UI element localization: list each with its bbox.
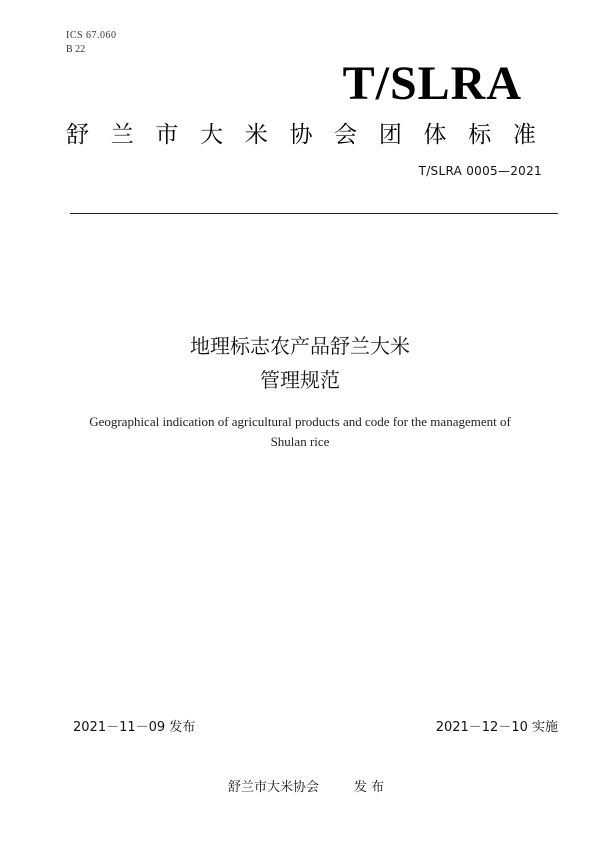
org-title-char: 兰 — [110, 122, 134, 148]
issuing-organization: 舒兰市大米协会 — [228, 780, 320, 795]
ics-code: ICS 67.060 — [66, 30, 117, 41]
organization-standard-title — [66, 116, 536, 149]
english-title-line-2: Shulan rice — [270, 434, 330, 449]
org-title-char: 市 — [155, 122, 179, 148]
org-title-char: 团 — [378, 122, 402, 148]
ccs-code: B 22 — [66, 44, 86, 55]
chinese-title-line-1: 地理标志农产品舒兰大米 — [190, 334, 410, 358]
org-title-char: 舒 — [66, 122, 89, 148]
chinese-title-line-2: 管理规范 — [260, 368, 340, 392]
implementation-date: 2021－12－10 实施 — [435, 720, 558, 735]
english-title-line-1: Geographical indication of agricultural products and code for the management of — [89, 414, 511, 429]
org-title-char: 协 — [289, 122, 313, 148]
header-divider — [70, 213, 558, 214]
issue-label: 发 布 — [354, 780, 385, 795]
org-title-char: 准 — [512, 122, 536, 148]
org-title-char: 米 — [244, 122, 268, 148]
org-title-char: 标 — [468, 122, 492, 148]
publish-date: 2021－11－09 发布 — [73, 720, 196, 735]
org-title-char: 体 — [423, 122, 447, 148]
standard-logo: T/SLRA — [342, 57, 522, 110]
org-title-char: 大 — [200, 122, 224, 148]
org-title-char: 会 — [334, 122, 358, 148]
standard-number: T/SLRA 0005—2021 — [418, 164, 542, 178]
